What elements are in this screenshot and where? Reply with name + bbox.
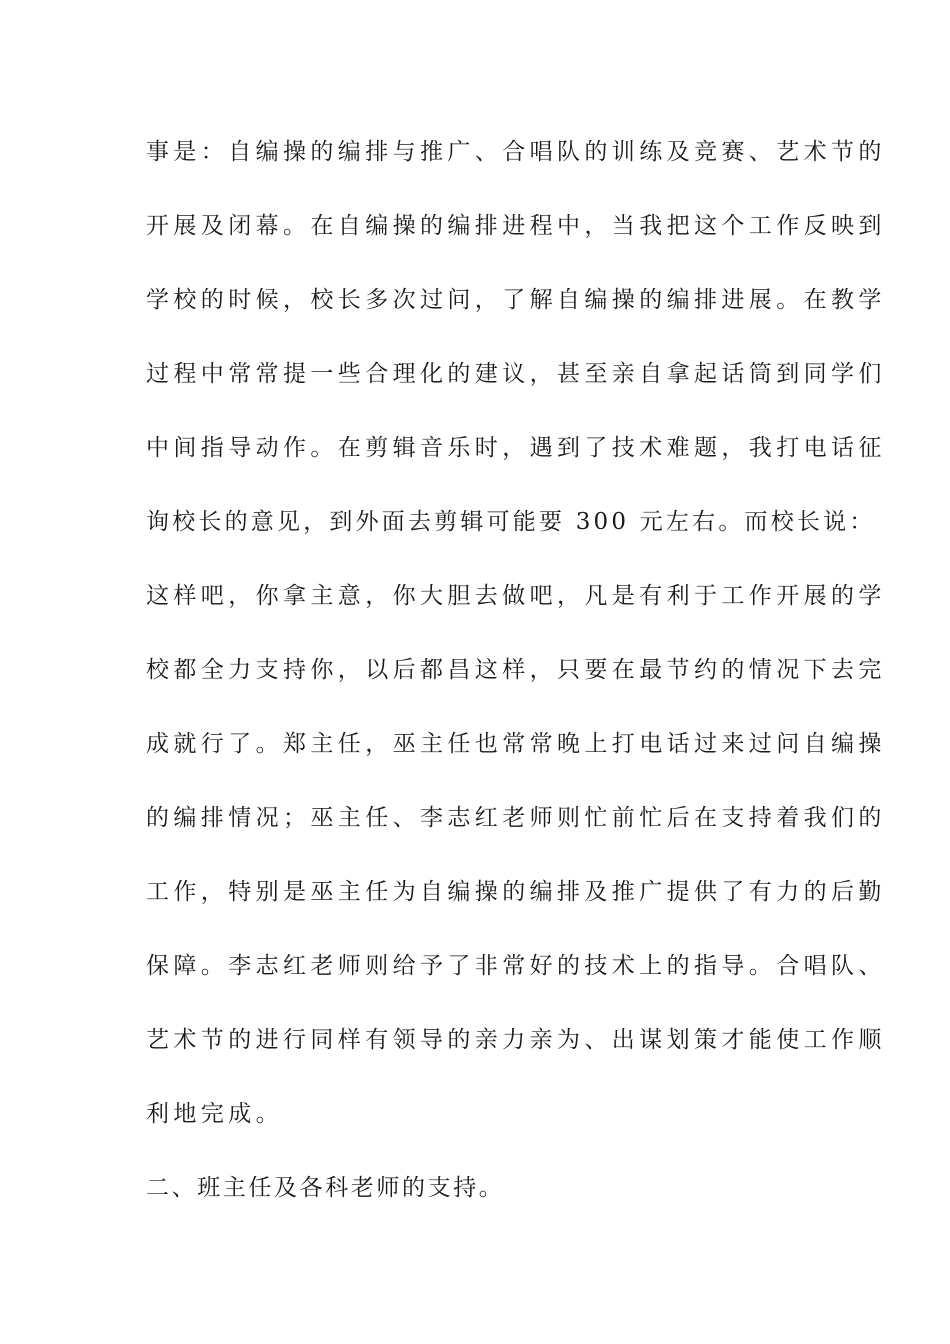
section-heading: 二、班主任及各科老师的支持。 (146, 1175, 505, 1201)
text-line: 事是：自编操的编排与推广、合唱队的训练及竞赛、艺术节的 (146, 139, 886, 165)
text-line: 学校的时候，校长多次过问，了解自编操的编排进展。在教学 (146, 287, 886, 313)
text-line: 成就行了。郑主任，巫主任也常常晚上打电话过来过问自编操 (146, 731, 886, 757)
body-text (146, 128, 886, 1238)
text-line: 过程中常常提一些合理化的建议，甚至亲自拿起话筒到同学们 (146, 361, 886, 387)
text-line: 艺术节的进行同样有领导的亲力亲为、出谋划策才能使工作顺 (146, 1027, 886, 1053)
text-line: 询校长的意见，到外面去剪辑可能要 300 元左右。而校长说： (146, 509, 876, 535)
text-line: 保障。李志红老师则给予了非常好的技术上的指导。合唱队、 (146, 953, 886, 979)
text-line: 利地完成。 (146, 1101, 283, 1127)
text-line: 工作，特别是巫主任为自编操的编排及推广提供了有力的后勤 (146, 879, 886, 905)
text-line: 校都全力支持你，以后都昌这样，只要在最节约的情况下去完 (146, 657, 886, 683)
text-line: 这样吧，你拿主意，你大胆去做吧，凡是有利于工作开展的学 (146, 583, 886, 609)
text-line: 开展及闭幕。在自编操的编排进程中，当我把这个工作反映到 (146, 213, 886, 239)
text-line: 的编排情况；巫主任、李志红老师则忙前忙后在支持着我们的 (146, 805, 886, 831)
text-line: 中间指导动作。在剪辑音乐时，遇到了技术难题，我打电话征 (146, 435, 886, 461)
